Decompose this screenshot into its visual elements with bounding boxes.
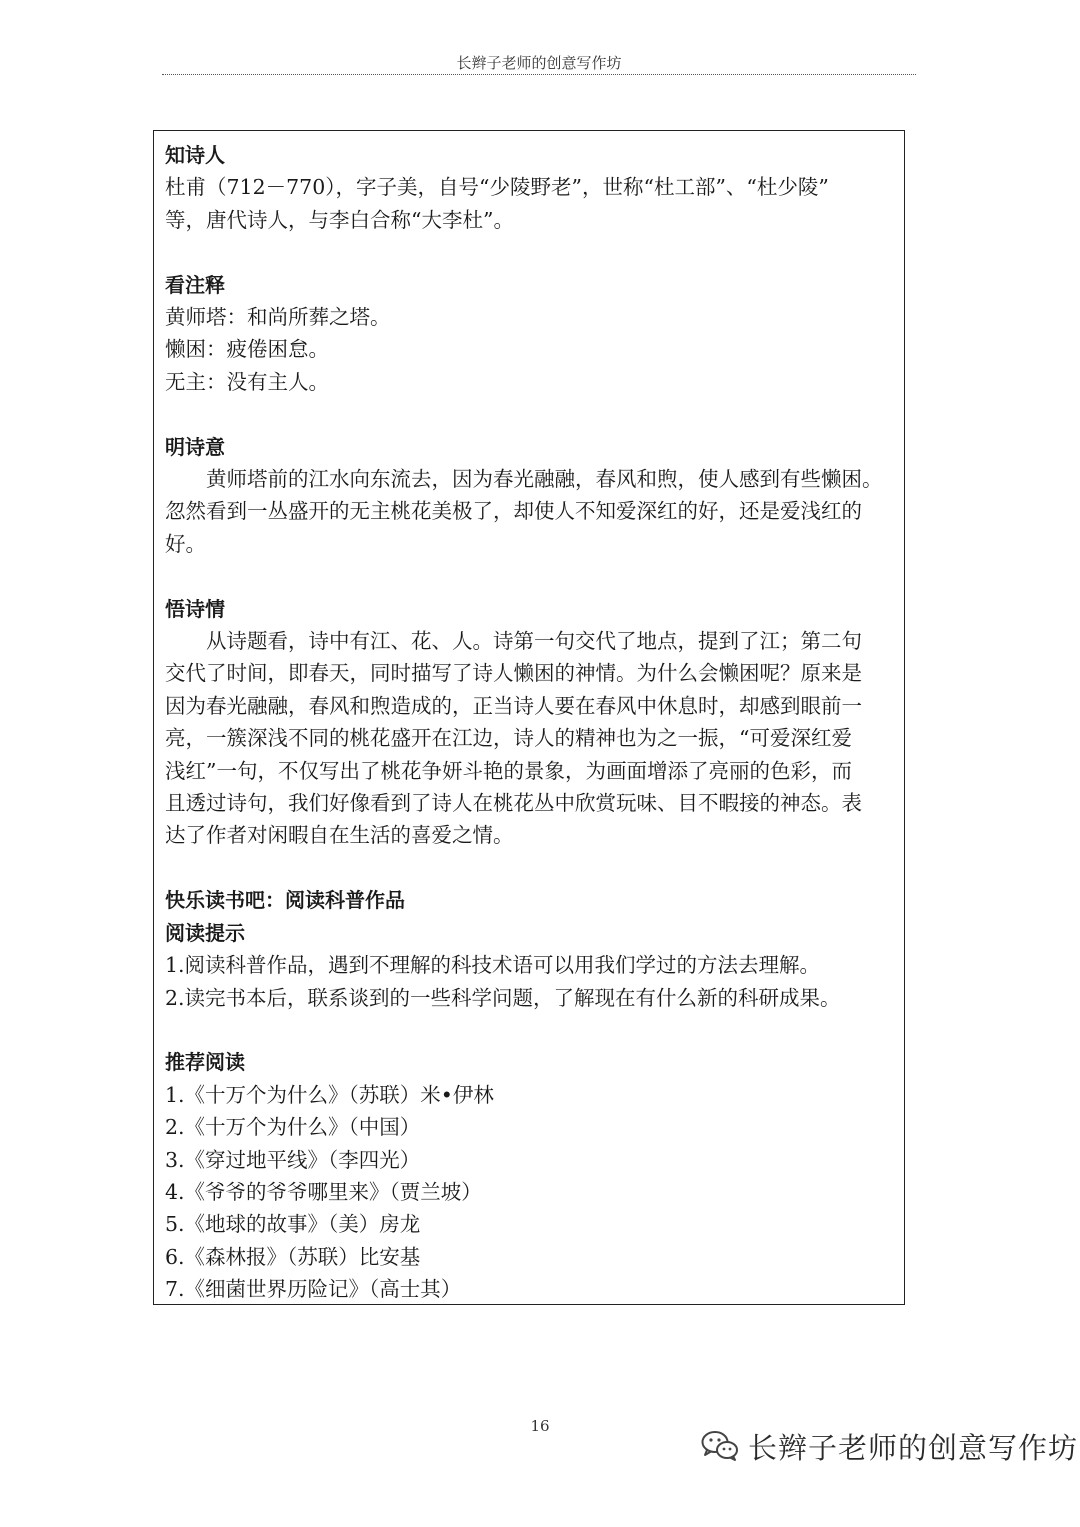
book-item: 2.《十万个为什么》（中国） — [165, 1115, 421, 1140]
feeling-line: 因为春光融融，春风和煦造成的，正当诗人要在春风中休息时，却感到眼前一 — [165, 693, 862, 718]
feeling-line: 浅红”一句，不仅写出了桃花争妍斗艳的景象，为画面增添了亮丽的色彩，而 — [165, 758, 852, 783]
book-item: 4.《爷爷的爷爷哪里来》（贾兰坡） — [165, 1179, 482, 1204]
section-heading-notes: 看注释 — [165, 272, 225, 297]
note-item: 黄师塔：和尚所葬之塔。 — [165, 305, 391, 330]
watermark-text: 长辫子老师的创意写作坊 — [748, 1430, 1079, 1465]
feeling-line: 达了作者对闲暇自在生活的喜爱之情。 — [165, 823, 514, 848]
book-item: 1.《十万个为什么》（苏联）米•伊林 — [165, 1082, 494, 1107]
wechat-icon — [700, 1429, 740, 1463]
content-box — [153, 130, 905, 1305]
page-number: 16 — [530, 1417, 550, 1435]
section-heading-reading: 快乐读书吧：阅读科普作品 — [165, 888, 405, 913]
meaning-line: 黄师塔前的江水向东流去，因为春光融融，春风和煦，使人感到有些懒困。 — [206, 467, 883, 492]
reading-tip: 1.阅读科普作品，遇到不理解的科技术语可以用我们学过的方法去理解。 — [165, 953, 821, 978]
book-item: 3.《穿过地平线》（李四光） — [165, 1147, 421, 1172]
feeling-line: 交代了时间，即春天，同时描写了诗人懒困的神情。为什么会懒困呢？原来是 — [165, 661, 862, 686]
header-divider — [162, 74, 916, 75]
book-item: 6.《森林报》（苏联）比安基 — [165, 1244, 421, 1269]
reading-tip: 2.读完书本后，联系谈到的一些科学问题，了解现在有什么新的科研成果。 — [165, 985, 841, 1010]
section-heading-recommend: 推荐阅读 — [165, 1050, 245, 1075]
page-header: 长辫子老师的创意写作坊 — [456, 54, 622, 72]
note-item: 无主：没有主人。 — [165, 369, 329, 394]
feeling-line: 亮，一簇深浅不同的桃花盛开在江边，诗人的精神也为之一振，“可爱深红爱 — [165, 726, 852, 751]
poet-line: 等，唐代诗人，与李白合称“大李杜”。 — [165, 207, 514, 232]
feeling-line: 从诗题看，诗中有江、花、人。诗第一句交代了地点，提到了江；第二句 — [206, 629, 862, 654]
meaning-line: 好。 — [165, 531, 206, 556]
poet-line: 杜甫（712－770），字子美，自号“少陵野老”，世称“杜工部”、“杜少陵” — [165, 175, 829, 200]
section-heading-poet: 知诗人 — [165, 143, 225, 167]
book-item: 5.《地球的故事》（美）房龙 — [165, 1212, 421, 1237]
watermark — [700, 1426, 1078, 1466]
section-heading-feeling: 悟诗情 — [165, 596, 225, 621]
feeling-line: 且透过诗句，我们好像看到了诗人在桃花丛中欣赏玩味、目不暇接的神态。表 — [165, 791, 862, 816]
meaning-line: 忽然看到一丛盛开的无主桃花美极了，却使人不知爱深红的好，还是爱浅红的 — [165, 499, 862, 524]
note-item: 懒困：疲倦困怠。 — [165, 337, 329, 362]
reading-tips-heading: 阅读提示 — [165, 920, 245, 945]
book-item: 7.《细菌世界历险记》（高士其） — [165, 1277, 462, 1302]
section-heading-meaning: 明诗意 — [165, 434, 225, 459]
